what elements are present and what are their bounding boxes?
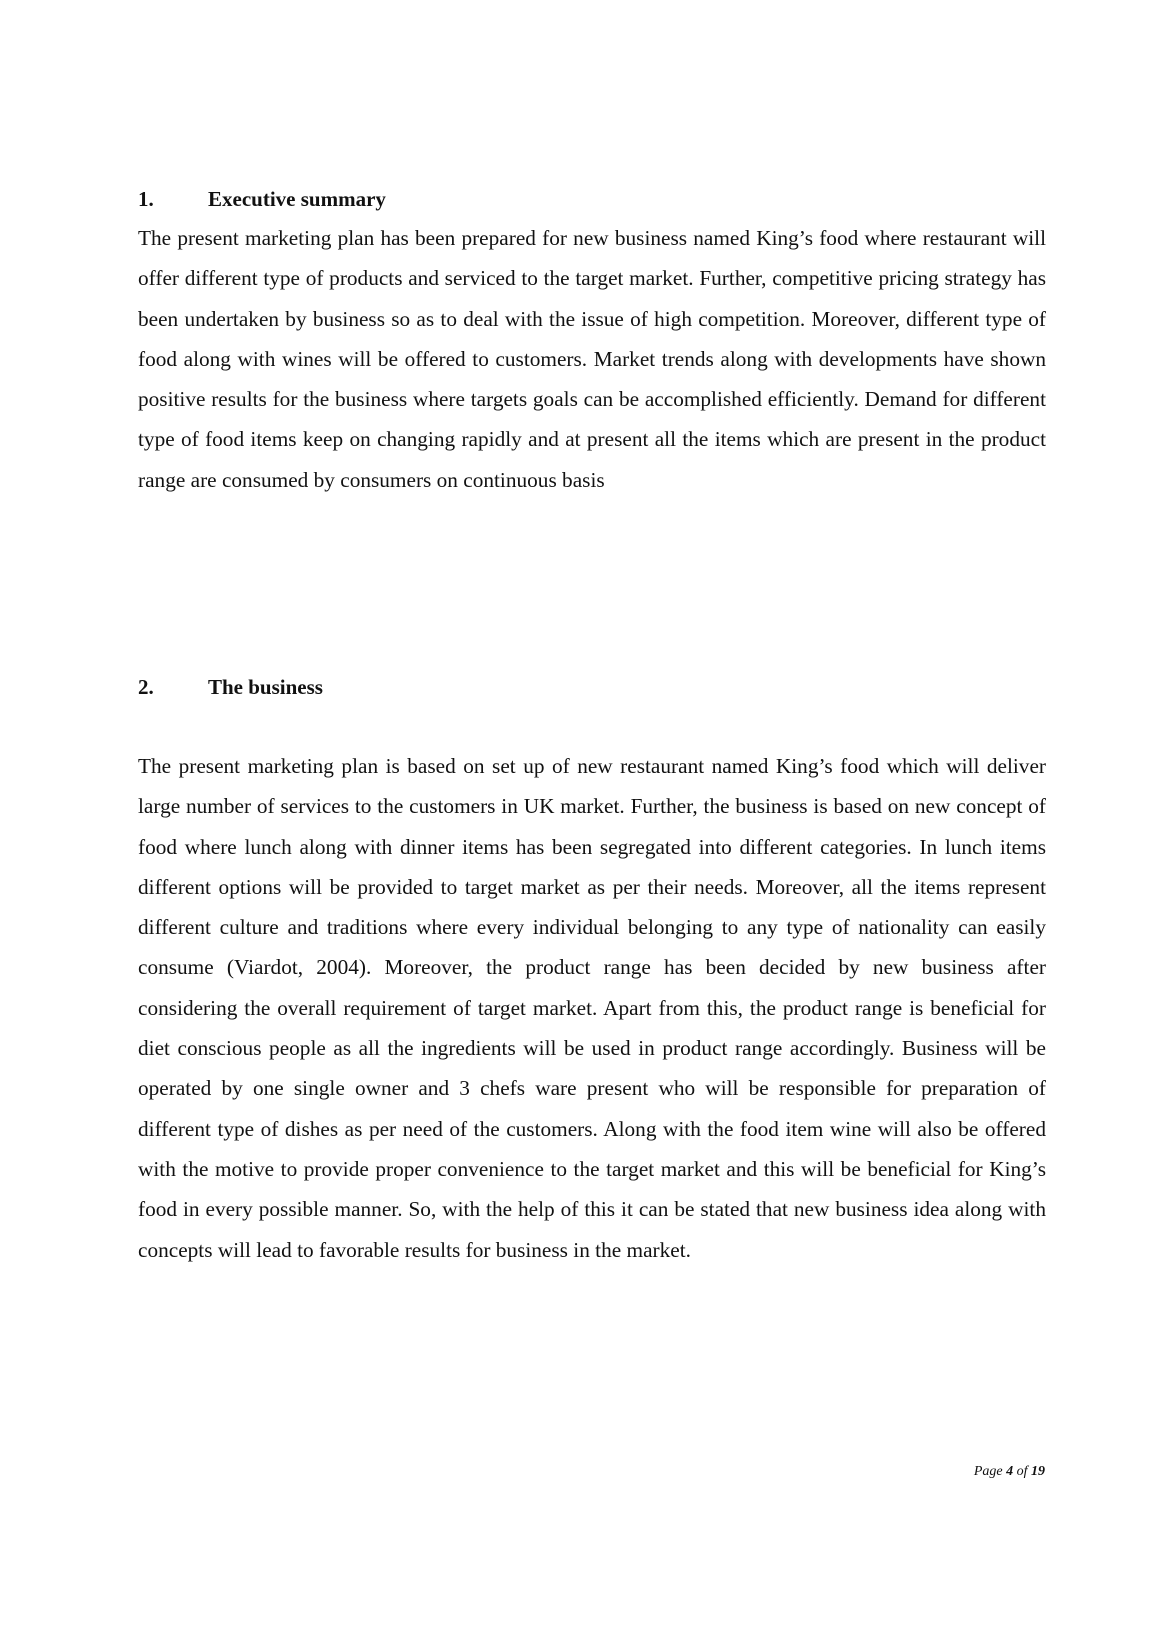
current-page: 4 <box>1006 1464 1014 1479</box>
section-body-the-business: The present marketing plan is based on set up of new restaurant named King’s food which will deliver large number of services to the customers in UK market. Further, the business is based on new concept of food where lunch along with dinner items has been segregated into different categories. In lunch items different options will be provided to target market as per their needs. Moreover, all the items represent different culture and traditions where every individual belonging to any type of nationality can easily consume (Viardot, 2004). Moreover, the product range has been decided by new business after considering the overall requirement of target market. Apart from this, the product range is beneficial for diet conscious people as all the ingredients will be used in product range accordingly. Business will be operated by one single owner and 3 chefs ware present who will be responsible for preparation of different type of dishes as per need of the customers. Along with the food item wine will also be offered with the motive to provide proper convenience to the target market and this will be beneficial for King’s food in every possible manner. So, with the help of this it can be stated that new business idea along with concepts will lead to favorable results for business in the market. <box>138 754 1046 1262</box>
total-pages: 19 <box>1031 1464 1045 1479</box>
section-number: 1. <box>138 187 154 211</box>
page-number-footer <box>974 1464 1045 1480</box>
page-label: Page <box>973 1464 1003 1479</box>
section-heading-the-business <box>138 673 323 701</box>
section-heading-executive-summary <box>138 185 386 213</box>
section-title: Executive summary <box>208 187 386 211</box>
section-number: 2. <box>138 675 154 699</box>
of-label: of <box>1016 1464 1028 1479</box>
section-title: The business <box>208 675 323 699</box>
section-body-executive-summary: The present marketing plan has been prepared for new business named King’s food where restaurant will offer different type of products and serviced to the target market. Further, competitive pricing strategy has been undertaken by business so as to deal with the issue of high competition. Moreover, different type of food along with wines will be offered to customers. Market trends along with developments have shown positive results for the business where targets goals can be accomplished efficiently. Demand for different type of food items keep on changing rapidly and at present all the items which are present in the product range are consumed by consumers on continuous basis <box>138 226 1046 492</box>
